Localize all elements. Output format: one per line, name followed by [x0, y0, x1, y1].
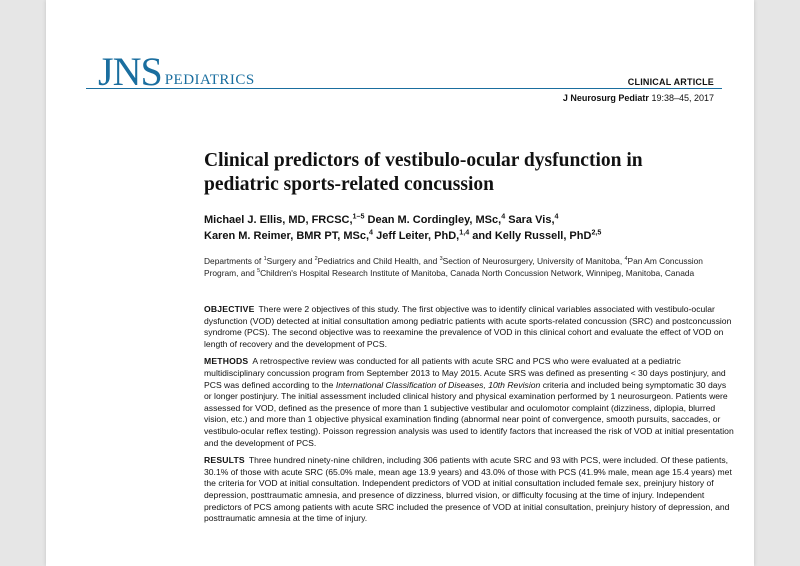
section-heading: OBJECTIVE: [204, 304, 255, 314]
affil-text: Surgery and: [266, 256, 315, 266]
logo-sub: PEDIATRICS: [164, 72, 255, 88]
author: Dean M. Cordingley, MSc,: [364, 214, 502, 226]
author: Karen M. Reimer, BMR PT, MSc,: [204, 230, 370, 242]
affiliations: [204, 256, 724, 279]
author: Michael J. Ellis, MD, FRCSC,: [204, 214, 353, 226]
journal-logo: [98, 48, 255, 92]
affil-text: Section of Neurosurgery, University of Manitoba,: [442, 256, 625, 266]
affil-sup: 4: [624, 256, 628, 263]
author-sup: 4: [369, 228, 374, 237]
citation: [563, 93, 714, 103]
affil-text: Pan Am Concussion Program, and: [204, 256, 703, 278]
author-sup: 4: [501, 212, 506, 221]
abstract-results: [204, 455, 734, 525]
author-sup: 1,4: [459, 228, 470, 237]
section-text: Three hundred ninety-nine children, including 306 patients with acute SRC and 93 with PCS, were included. Of these patients, 30.1% of those with acute SRC (65.0% male, mean age 13.9 years) and 43.0% of those with PCS (41.9% male, mean age 15.4 years) met the criteria for VOD at initial consultation. Independent predictors of VOD at initial consultation included female sex, preinjury history of depression, posttraumatic amnesia, and presence of dizziness, blurred vision, or difficulty focusing at the time of injury. Independent predictors of PCS among patients with acute SRC included the presence of VOD at initial consultation, preinjury history of depression, and posttraumatic amnesia at the time of injury.: [204, 455, 732, 524]
article-title: Clinical predictors of vestibulo-ocular dysfunction in pediatric sports-related concussion: [204, 150, 643, 195]
affil-text: Children's Hospital Research Institute of Manitoba, Canada North Concussion Network, Winnipeg, Manitoba, Canada: [260, 267, 695, 278]
citation-detail: 19:38–45, 2017: [651, 93, 714, 103]
affil-text: Departments of: [204, 256, 264, 266]
author: Sara Vis,: [505, 214, 555, 226]
abstract: [204, 304, 734, 531]
section-text: There were 2 objectives of this study. The first objective was to identify clinical variables associated with vestibulo-ocular dysfunction (VOD) detected at initial consultation among pediatric patients with acute sports-related concussion (SRC) and postconcussion syndrome (PCS). The second objective was to reexamine the prevalence of VOD in this clinical cohort and evaluate the effect of VOD on length of recovery and the development of PCS.: [204, 304, 732, 349]
author-sup: 4: [554, 212, 559, 221]
author: and Kelly Russell, PhD: [469, 230, 592, 242]
document-page: [46, 0, 754, 566]
author-list: [204, 212, 714, 244]
article-type: CLINICAL ARTICLE: [627, 77, 714, 87]
affil-text: Pediatrics and Child Health, and: [317, 256, 440, 266]
section-text: A retrospective review was conducted for all patients with acute SRC and PCS who were evaluated at a pediatric multidisciplinary concussion program from September 2013 to May 2015. Acute SRS was defined as presenting < 30 days postinjury, and PCS was defined according to the: [204, 356, 726, 390]
section-heading: METHODS: [204, 356, 249, 367]
author-sup: 2,5: [591, 228, 602, 237]
author: Jeff Leiter, PhD,: [373, 230, 460, 242]
header-rule: [86, 88, 722, 89]
section-heading: RESULTS: [204, 455, 245, 466]
abstract-methods: [204, 356, 734, 449]
citation-journal: J Neurosurg Pediatr: [562, 93, 649, 103]
author-sup: 1–5: [352, 212, 365, 221]
section-text: criteria and included being symptomatic 30 days or longer postinjury. The initial assessment included clinical history and physical examination performed by 1 neurosurgeon. Patients were assessed for VOD, defined as the presence of more than 1 subjective vestibular and oculomotor complaint (dizziness, diplopia, blurred vision, etc.) and more than 1 objective physical examination finding (abnormal near point of convergence, smooth pursuits, saccades, or vestibulo-ocular reflex testing). Poisson regression analysis was used to identify factors that increased the risk of VOD at initial presentation and the development of PCS.: [204, 379, 734, 448]
section-text-italic: International Classification of Diseases, 10th Revision: [335, 379, 541, 390]
abstract-objective: [204, 304, 734, 350]
logo-main: JNS: [98, 49, 162, 94]
affil-sup: 3: [439, 256, 443, 263]
affil-sup: 5: [257, 267, 261, 274]
affil-sup: 1: [263, 256, 267, 263]
affil-sup: 2: [314, 256, 318, 263]
